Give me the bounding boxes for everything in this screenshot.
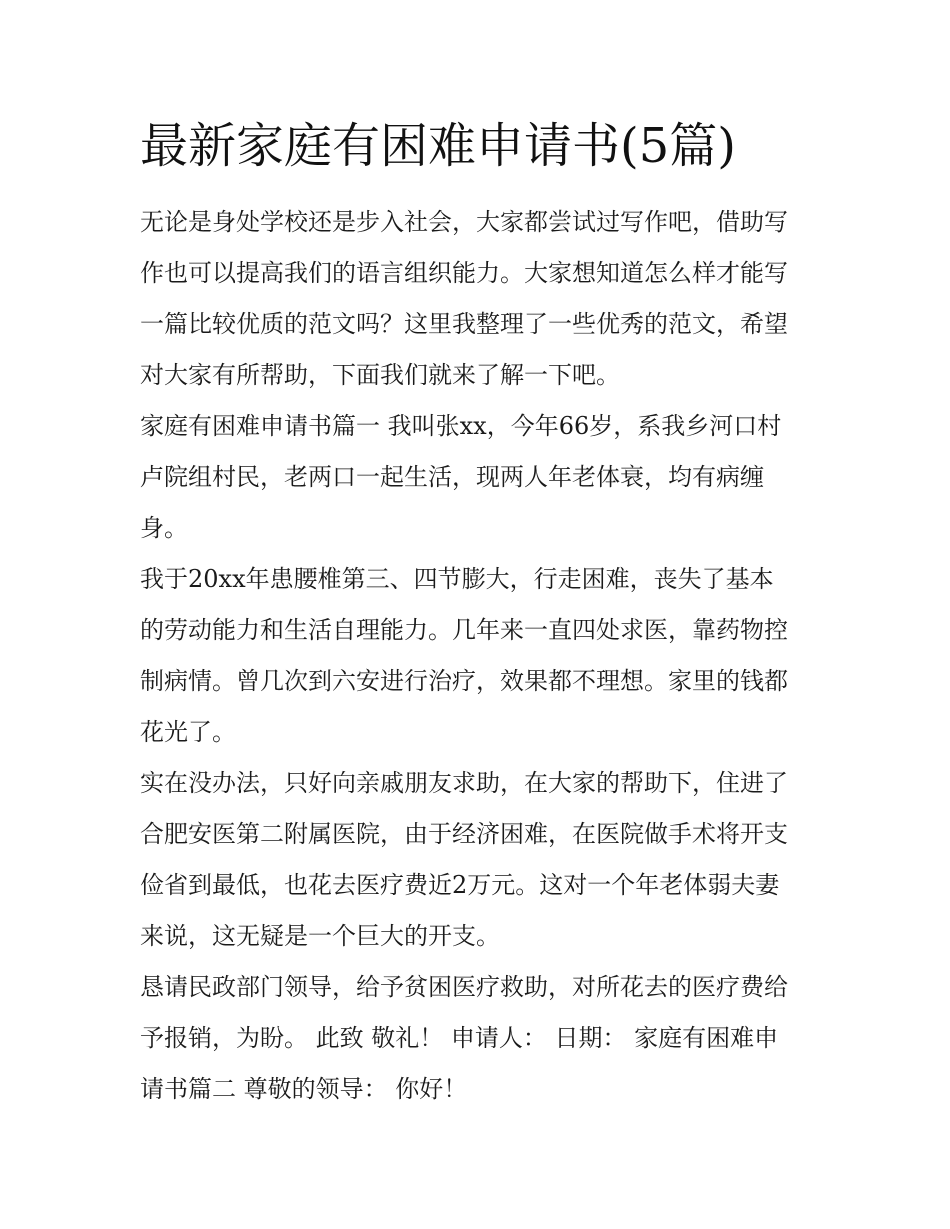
body-line: 一篇比较优质的范文吗？这里我整理了一些优秀的范文，希望: [140, 310, 788, 338]
body-line: 请书篇二 尊敬的领导： 你好！: [140, 1075, 468, 1103]
body-line: 的劳动能力和生活自理能力。几年来一直四处求医，靠药物控: [140, 616, 788, 644]
body-line: 家庭有困难申请书篇一 我叫张xx，今年66岁，系我乡河口村: [140, 412, 782, 440]
body-line: 卢院组村民，老两口一起生活，现两人年老体衰，均有病缠: [140, 463, 764, 491]
body-line: 俭省到最低，也花去医疗费近2万元。这对一个年老体弱夫妻: [140, 871, 780, 899]
body-line: 无论是身处学校还是步入社会，大家都尝试过写作吧，借助写: [140, 208, 788, 236]
body-line: 予报销，为盼。 此致 敬礼！ 申请人： 日期： 家庭有困难申: [140, 1024, 779, 1052]
body-line: 来说，这无疑是一个巨大的开支。: [140, 922, 500, 950]
body-line: 合肥安医第二附属医院，由于经济困难，在医院做手术将开支: [140, 820, 788, 848]
body-line: 实在没办法，只好向亲戚朋友求助，在大家的帮助下，住进了: [140, 769, 788, 797]
body-line: 花光了。: [140, 718, 236, 746]
body-line: 作也可以提高我们的语言组织能力。大家想知道怎么样才能写: [140, 259, 788, 287]
body-line: 制病情。曾几次到六安进行治疗，效果都不理想。家里的钱都: [140, 667, 788, 695]
document-title: 最新家庭有困难申请书(5篇): [140, 118, 736, 174]
body-line: 恳请民政部门领导，给予贫困医疗救助，对所花去的医疗费给: [140, 973, 788, 1001]
document-body: [140, 197, 812, 1115]
body-line: 身。: [140, 514, 188, 542]
body-line: 对大家有所帮助，下面我们就来了解一下吧。: [140, 361, 620, 389]
body-line: 我于20xx年患腰椎第三、四节膨大，行走困难，丧失了基本: [140, 565, 774, 593]
